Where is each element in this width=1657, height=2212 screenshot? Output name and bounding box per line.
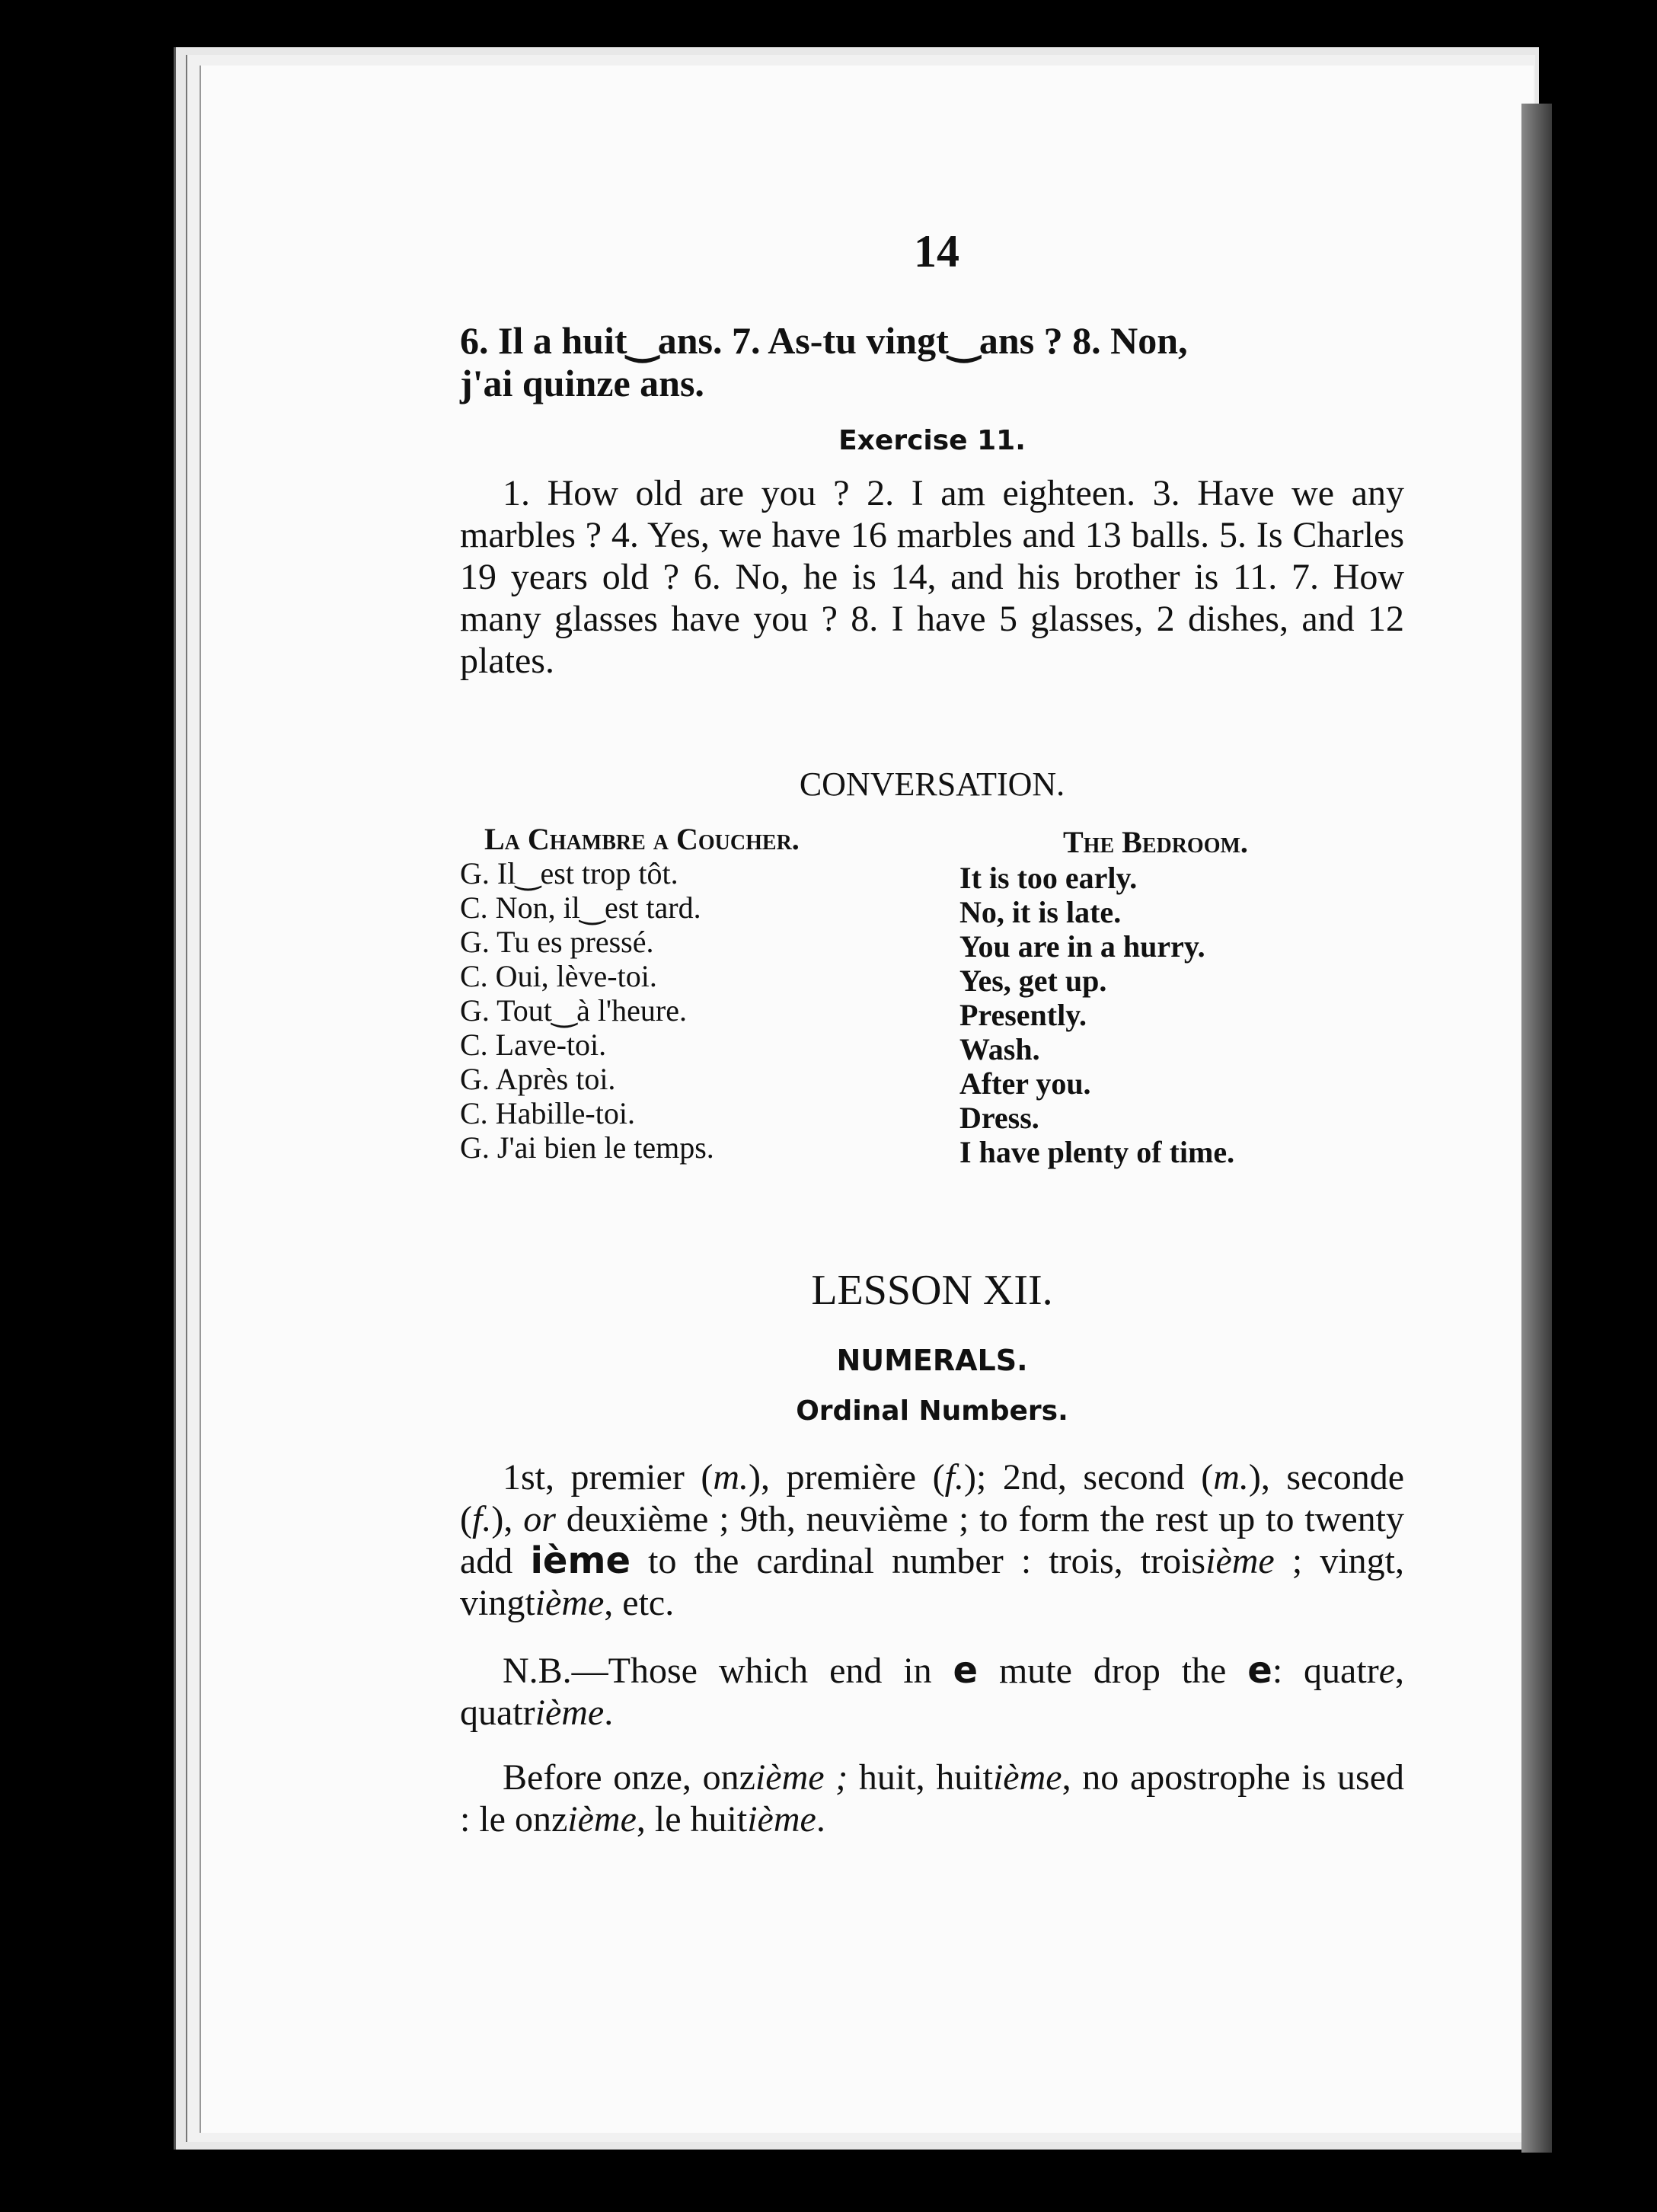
bold-letter: e [1247, 1649, 1272, 1692]
french-column-title: La Chambre a Coucher. [484, 822, 800, 856]
lesson-title: LESSON XII. [811, 1267, 1053, 1314]
paragraph-text: , le huit [636, 1799, 748, 1840]
paragraph-text: Before onze, onz [503, 1757, 755, 1798]
paragraph-text: deuxième ; 9th, neuvième ; to form the rest up to twenty add [460, 1499, 1405, 1581]
italic-text: ième [747, 1799, 816, 1840]
exercise-heading: Exercise 11. [838, 425, 1026, 456]
italic-text: m. [713, 1457, 749, 1498]
paragraph-text: ), seconde ( [460, 1457, 1405, 1539]
italic-text: f. [944, 1457, 964, 1498]
paragraph-text: mute drop the [978, 1651, 1248, 1691]
dialogue-line: G. Il‿est trop tôt. [460, 856, 678, 890]
paragraph-text: , no apostrophe is used : le onz [460, 1757, 1404, 1840]
italic-text: ième [567, 1799, 637, 1840]
lesson-line: j'ai quinze ans. [460, 362, 704, 404]
paragraph-text: huit, huit [848, 1757, 993, 1798]
dialogue-line: G. Tu es pressé. [460, 925, 654, 959]
dialogue-line: G. J'ai bien le temps. [460, 1130, 714, 1165]
exercise-text: 1. How old are you ? 2. I am eighteen. 3. Have we any marbles ? 4. Yes, we have 16 marbles and 13 balls. 5. Is Charles 19 years old ? 6. No, he is 14, and his brother is 11. 7. How many glasses have you ? 8. I have 5 glasses, 2 dishes, and 12 plates. [460, 473, 1404, 681]
conversation-heading: CONVERSATION. [799, 766, 1065, 803]
dialogue-line: After you. [959, 1066, 1091, 1101]
dialogue-line: C. Oui, lève-toi. [460, 959, 657, 993]
page-number: 14 [914, 226, 959, 276]
paragraph-text: ), première ( [749, 1457, 945, 1498]
italic-text: ième [535, 1693, 605, 1733]
lesson-line: 6. Il a huit‿ans. 7. As-tu vingt‿ans ? 8. Non, [460, 319, 1188, 362]
paragraph-text: ); 2nd, second ( [963, 1457, 1214, 1498]
italic-text: ième [1205, 1541, 1275, 1581]
dialogue-line: Wash. [959, 1032, 1040, 1066]
dialogue-line: Yes, get up. [959, 964, 1107, 998]
paragraph-text: , quatr [460, 1651, 1404, 1733]
paragraph-text: , etc. [604, 1583, 675, 1623]
paragraph-text: ; vingt, vingt [460, 1541, 1404, 1623]
italic-text: m. [1213, 1457, 1249, 1498]
dialogue-line: C. Non, il‿est tard. [460, 890, 701, 925]
dialogue-line: G. Après toi. [460, 1062, 616, 1096]
dialogue-line: Dress. [959, 1101, 1039, 1135]
english-dialogue [959, 861, 1234, 1169]
dialogue-line: I have plenty of time. [959, 1135, 1235, 1169]
section-heading: Ordinal Numbers. [796, 1395, 1068, 1427]
french-dialogue [460, 856, 714, 1165]
dialogue-line: C. Habille-toi. [460, 1096, 635, 1130]
nb-paragraph [460, 1650, 1404, 1734]
dialogue-line: You are in a hurry. [959, 929, 1205, 964]
book-spine-shadow [1521, 104, 1552, 2153]
paragraph-text: ), [491, 1499, 524, 1539]
paragraph-text: . [816, 1799, 825, 1840]
lesson-subtitle: NUMERALS. [836, 1344, 1028, 1377]
italic-text: e [1378, 1651, 1395, 1691]
apostrophe-paragraph [460, 1756, 1404, 1840]
paragraph-text: to the cardinal number : trois, trois [631, 1541, 1206, 1581]
bold-suffix: ième [530, 1539, 631, 1582]
dialogue-line: It is too early. [959, 861, 1138, 895]
paragraph-text: : quatr [1272, 1651, 1379, 1691]
ordinal-rule-paragraph [460, 1456, 1404, 1624]
english-column-title: The Bedroom. [1063, 825, 1248, 859]
dialogue-line: C. Lave-toi. [460, 1028, 607, 1062]
italic-text: f. [471, 1499, 492, 1539]
italic-text: ième ; [755, 1757, 848, 1798]
dialogue-line: No, it is late. [959, 895, 1122, 929]
paragraph-text: N.B.—Those which end in [503, 1651, 953, 1691]
bold-letter: e [953, 1649, 979, 1692]
italic-text: or [523, 1499, 556, 1539]
italic-text: ième [992, 1757, 1062, 1798]
italic-text: ième [535, 1583, 605, 1623]
dialogue-line: G. Tout‿à l'heure. [460, 993, 687, 1028]
paragraph-text: 1st, premier ( [503, 1457, 714, 1498]
paragraph-text: . [604, 1693, 614, 1733]
dialogue-line: Presently. [959, 998, 1087, 1032]
